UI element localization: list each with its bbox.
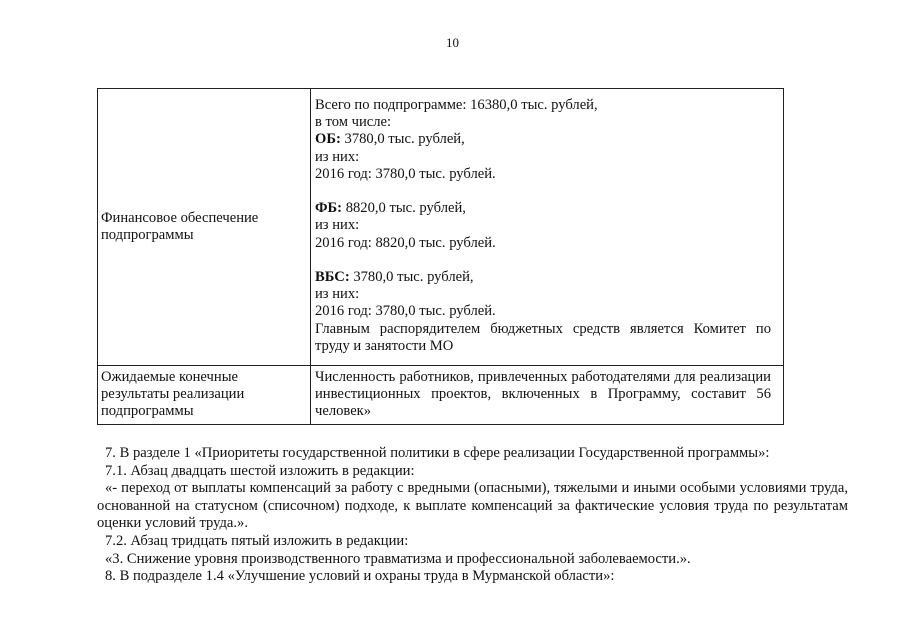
subprogram-passport-table [97, 88, 784, 425]
row-label-line: Ожидаемые конечные [101, 369, 238, 385]
financing-total: Всего по подпрограмме: 16380,0 тыс. рублей, [315, 97, 598, 113]
document-body [97, 445, 848, 586]
paragraph: «- переход от выплаты компенсаций за работу с вредными (опасными), тяжелыми и иными особыми условиями труда, основанной на статусном (списочном) подходе, к выплате компенсаций за фактические условия труда по результатам оценки условий труда.». [97, 480, 848, 532]
funding-amount: 3780,0 тыс. рублей, [349, 269, 474, 285]
funding-code: ФБ: [315, 200, 343, 217]
funding-block-vbs [315, 269, 771, 286]
row-label-cell [98, 89, 311, 366]
funding-code: ВБС: [315, 269, 350, 285]
paragraph: 7.1. Абзац двадцать шестой изложить в редакции: [105, 462, 415, 479]
paragraph: 8. В подразделе 1.4 «Улучшение условий и охраны труда в Мурманской области»: [105, 568, 615, 585]
row-content-cell [311, 366, 784, 425]
funding-amount: 3780,0 тыс. рублей, [340, 131, 465, 148]
expected-results-text: Численность работников, привлеченных работодателями для реализации инвестиционных проектов, включенных в Программу, составит 56 человек» [315, 369, 771, 420]
financing-including: в том числе: [315, 114, 392, 131]
row-label-line: Финансовое обеспечение [101, 209, 259, 226]
row-label-cell [98, 366, 311, 425]
funding-of-them: из них: [315, 217, 360, 234]
page-number: 10 [446, 35, 459, 50]
table-row [98, 89, 784, 366]
table-row [98, 366, 784, 425]
funding-of-them: из них: [315, 148, 360, 165]
paragraph: «3. Снижение уровня производственного травматизма и профессиональной заболеваемости.». [105, 550, 691, 567]
paragraph: 7. В разделе 1 «Приоритеты государственной политики в сфере реализации Государственной программы»: [105, 445, 770, 461]
funding-year-line: 2016 год: 8820,0 тыс. рублей. [315, 234, 496, 251]
row-label-line: подпрограммы [101, 227, 194, 243]
row-content-cell [311, 89, 784, 366]
paragraph: 7.2. Абзац тридцать пятый изложить в редакции: [105, 532, 409, 549]
budget-manager-text: Главным распорядителем бюджетных средств является Комитет по труду и занятости МО [315, 320, 771, 354]
row-label-line: подпрограммы [101, 403, 194, 420]
funding-amount: 8820,0 тыс. рублей, [342, 200, 466, 217]
funding-year-line: 2016 год: 3780,0 тыс. рублей. [315, 303, 496, 320]
spacer [315, 252, 771, 269]
funding-of-them: из них: [315, 286, 360, 303]
spacer [315, 183, 771, 200]
funding-block-ob [315, 131, 771, 148]
funding-year-line: 2016 год: 3780,0 тыс. рублей. [315, 165, 496, 182]
row-label-line: результаты реализации [101, 386, 245, 403]
funding-code: ОБ: [315, 131, 341, 148]
funding-block-fb [315, 200, 771, 217]
